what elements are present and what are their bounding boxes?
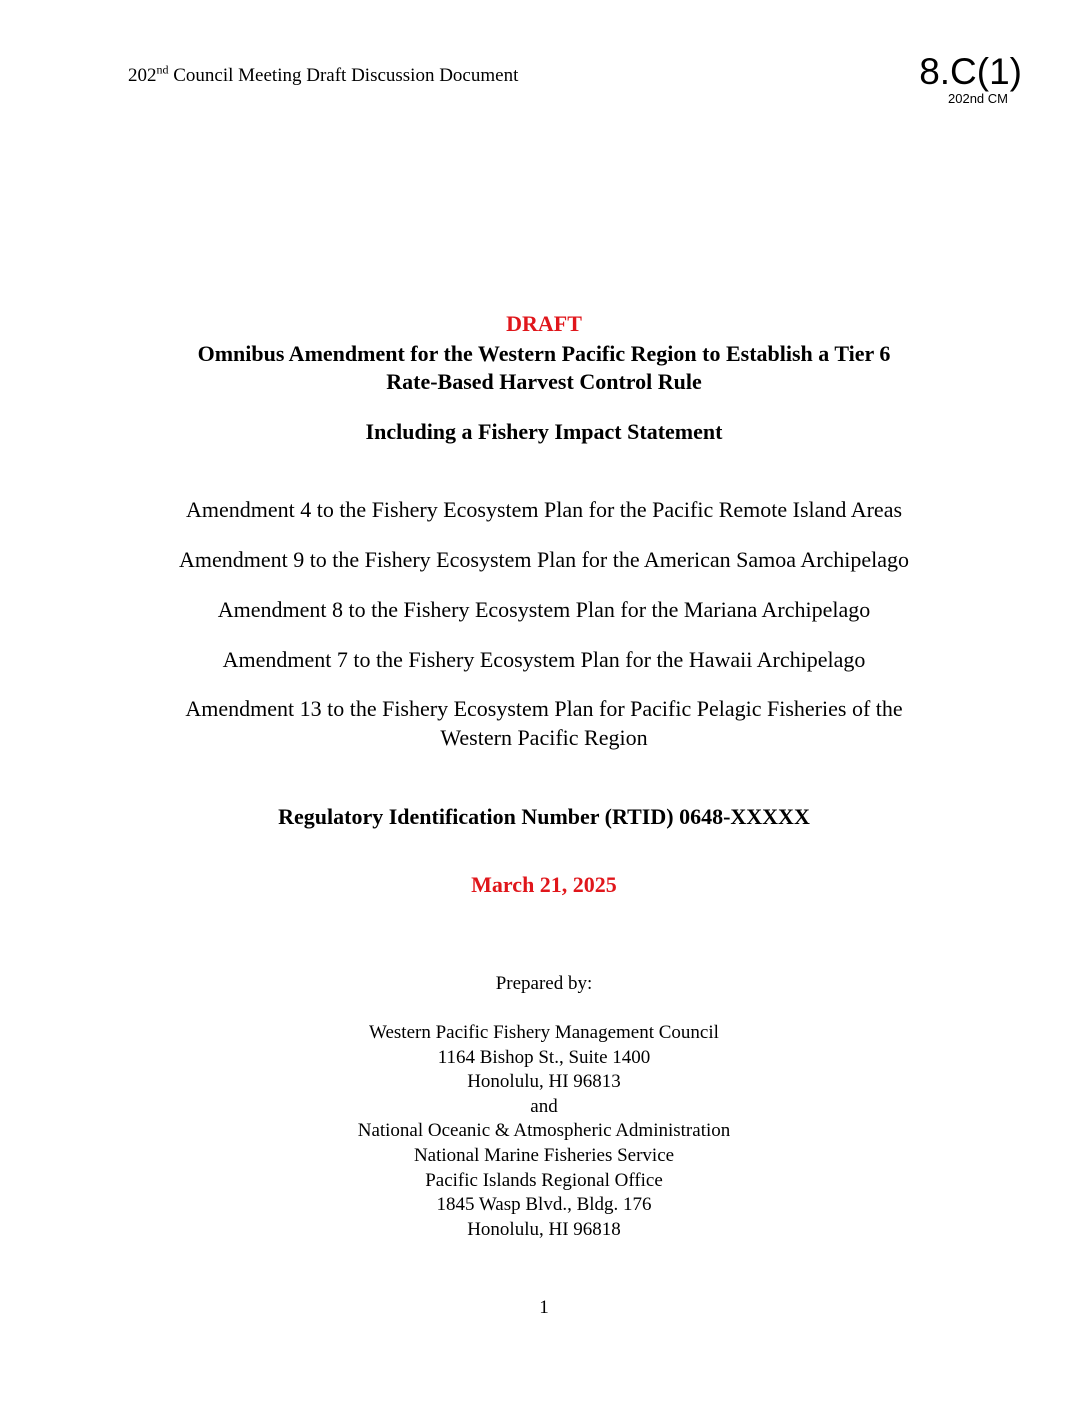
draft-status-label: DRAFT xyxy=(506,311,582,336)
amendment-pelagic-line: Amendment 13 to the Fishery Ecosystem Plan for Pacific Pelagic Fisheries of the xyxy=(185,696,903,721)
amendment-line: Amendment 8 to the Fishery Ecosystem Plan for the Mariana Archipelago xyxy=(217,597,871,622)
agenda-stamp xyxy=(919,52,1022,106)
amendment-line: Amendment 9 to the Fishery Ecosystem Plan for the American Samoa Archipelago xyxy=(178,547,910,572)
address-line: 1845 Wasp Blvd., Bldg. 176 xyxy=(436,1194,652,1216)
prepared-by-address xyxy=(0,1021,1088,1242)
amendment-line: Amendment 7 to the Fishery Ecosystem Plan for the Hawaii Archipelago xyxy=(222,647,866,672)
document-subtitle: Including a Fishery Impact Statement xyxy=(365,419,723,444)
running-header xyxy=(128,64,518,88)
amendment-line: Amendment 4 to the Fishery Ecosystem Plan for the Pacific Remote Island Areas xyxy=(185,497,903,522)
address-line: National Oceanic & Atmospheric Administration xyxy=(357,1120,731,1142)
document-title-line: Rate-Based Harvest Control Rule xyxy=(386,369,702,394)
running-header-number: 202 xyxy=(128,65,157,86)
running-header-text: Council Meeting Draft Discussion Document xyxy=(168,65,519,86)
regulatory-id-number: Regulatory Identification Number (RTID) 0648-XXXXX xyxy=(278,804,810,829)
address-line: National Marine Fisheries Service xyxy=(413,1144,675,1166)
document-date: March 21, 2025 xyxy=(471,872,617,897)
address-line: Honolulu, HI 96813 xyxy=(467,1071,621,1093)
running-header-ordinal: nd xyxy=(156,62,169,77)
agenda-item-number: 8.C(1) xyxy=(919,51,1022,92)
address-line: Western Pacific Fishery Management Council xyxy=(369,1022,719,1043)
address-line: Honolulu, HI 96818 xyxy=(467,1218,621,1240)
document-title xyxy=(0,340,1088,396)
page-number: 1 xyxy=(539,1297,549,1318)
agenda-meeting-label: 202nd CM xyxy=(948,91,1008,106)
amendment-pelagic-line: Western Pacific Region xyxy=(440,725,648,750)
amendment-pelagic xyxy=(0,694,1088,752)
address-line: Pacific Islands Regional Office xyxy=(425,1169,663,1191)
address-line: and xyxy=(530,1095,558,1117)
document-title-line: Omnibus Amendment for the Western Pacific Region to Establish a Tier 6 xyxy=(197,341,891,366)
prepared-by-label: Prepared by: xyxy=(495,973,593,994)
address-line: 1164 Bishop St., Suite 1400 xyxy=(437,1046,651,1068)
